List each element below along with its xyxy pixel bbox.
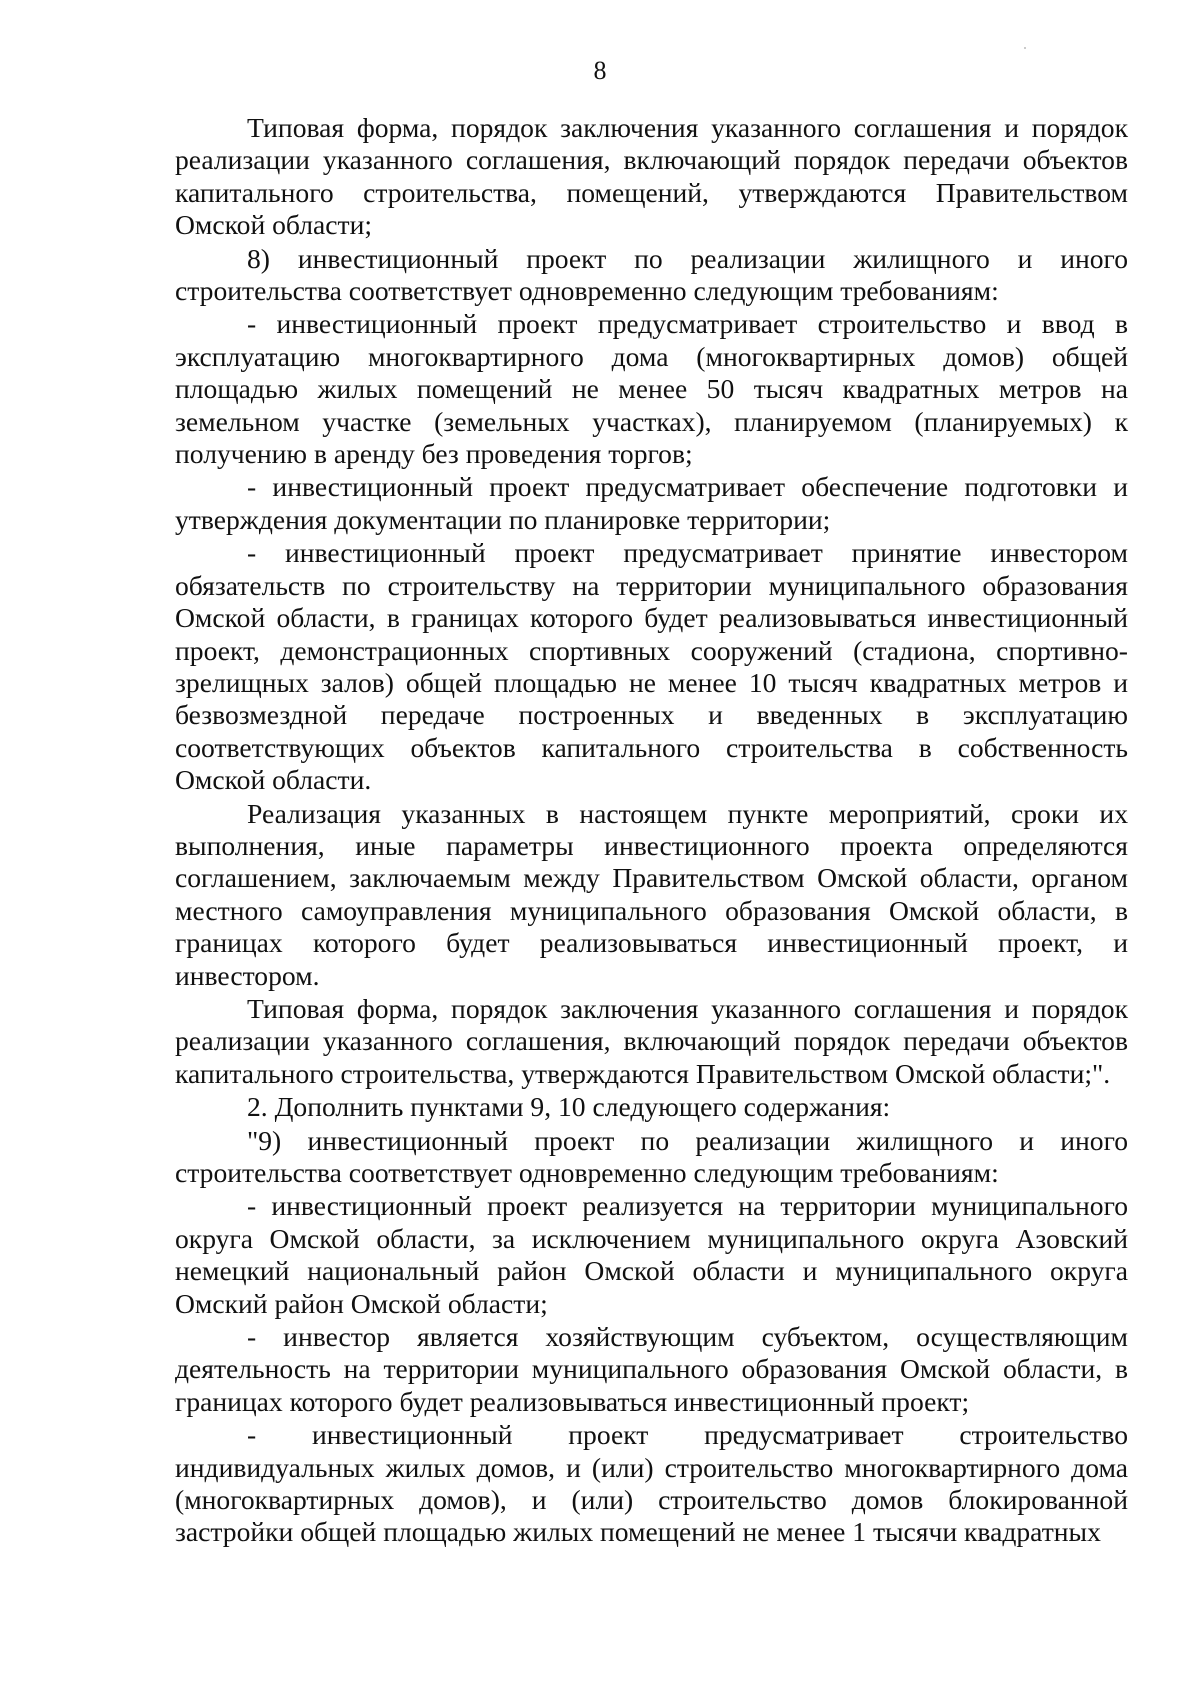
paragraph-1: Типовая форма, порядок заключения указанного соглашения и порядок реализации указанного соглашения, включающий порядок передачи объектов капитального строительства, помещений, утверждаются Правительством Омской области;	[175, 112, 1128, 241]
document-body	[175, 112, 1128, 1549]
paragraph-11: - инвестор является хозяйствующим субъектом, осуществляющим деятельность на территории муниципального образования Омской области, в границах которого будет реализовываться инвестиционный проект;	[175, 1321, 1128, 1417]
paragraph-5: - инвестиционный проект предусматривает принятие инвестором обязательств по строительству на территории муниципального образования Омской области, в границах которого будет реализовываться инвестиционный проект, демонстрационных спортивных сооружений (стадиона, спортивно-зрелищных залов) общей площадью не менее 10 тысяч квадратных метров и безвозмездной передаче построенных и введенных в эксплуатацию соответствующих объектов капитального строительства в собственность Омской области.	[175, 537, 1128, 796]
scan-speck	[1024, 47, 1026, 49]
paragraph-3: - инвестиционный проект предусматривает строительство и ввод в эксплуатацию многоквартирного дома (многоквартирных домов) общей площадью жилых помещений не менее 50 тысяч квадратных метров на земельном участке (земельных участках), планируемом (планируемых) к получению в аренду без проведения торгов;	[175, 308, 1128, 470]
paragraph-8: 2. Дополнить пунктами 9, 10 следующего содержания:	[247, 1091, 891, 1123]
paragraph-2: 8) инвестиционный проект по реализации жилищного и иного строительства соответствует одновременно следующим требованиям:	[175, 242, 1128, 307]
page-number: 8	[593, 56, 607, 85]
paragraph-10: - инвестиционный проект реализуется на территории муниципального округа Омской области, за исключением муниципального округа Азовский немецкий национальный район Омской области и муниципального округа Омский район Омской области;	[175, 1190, 1128, 1319]
paragraph-7: Типовая форма, порядок заключения указанного соглашения и порядок реализации указанного соглашения, включающий порядок передачи объектов капитального строительства, утверждаются Правительством Омской области;".	[175, 992, 1128, 1089]
paragraph-9: "9) инвестиционный проект по реализации жилищного и иного строительства соответствует одновременно следующим требованиям:	[175, 1124, 1128, 1188]
paragraph-6: Реализация указанных в настоящем пункте мероприятий, сроки их выполнения, иные параметры инвестиционного проекта определяются соглашением, заключаемым между Правительством Омской области, органом местного самоуправления муниципального образования Омской области, в границах которого будет реализовываться инвестиционный проект, и инвестором.	[175, 797, 1128, 991]
paragraph-4: - инвестиционный проект предусматривает обеспечение подготовки и утверждения документации по планировке территории;	[175, 471, 1128, 535]
paragraph-12: - инвестиционный проект предусматривает строительство индивидуальных жилых домов, и (или) строительство многоквартирного дома (многоквартирных домов), и (или) строительство домов блокированной застройки общей площадью жилых помещений не менее 1 тысячи квадратных	[175, 1419, 1128, 1548]
